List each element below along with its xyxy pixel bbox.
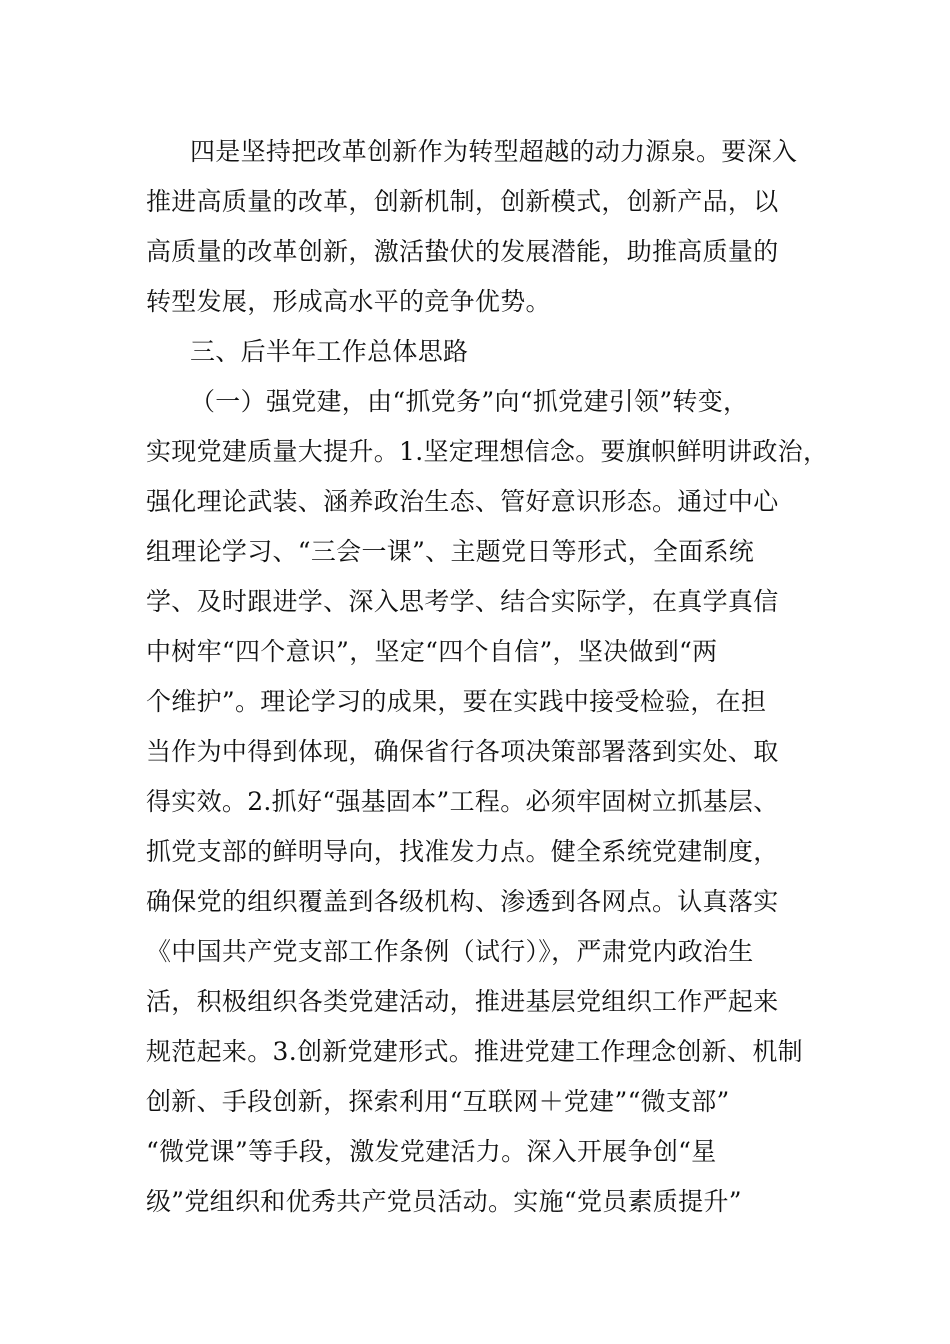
paragraph-line: 实现党建质量大提升。1.坚定理想信念。要旗帜鲜明讲政治，: [146, 437, 829, 466]
paragraph-line: 推进高质量的改革，创新机制，创新模式，创新产品，以: [146, 187, 779, 216]
paragraph-line: 转型发展，形成高水平的竞争优势。: [146, 287, 551, 316]
paragraph-line: 个维护”。理论学习的成果，要在实践中接受检验，在担: [146, 687, 767, 716]
paragraph-line: 四是坚持把改革创新作为转型超越的动力源泉。要深入: [190, 137, 798, 166]
paragraph-line: 级”党组织和优秀共产党员活动。实施“党员素质提升”: [146, 1187, 742, 1216]
paragraph-line: 活，积极组织各类党建活动，推进基层党组织工作严起来: [146, 987, 779, 1016]
paragraph-line: 创新、手段创新，探索利用“互联网＋党建”“微支部”: [146, 1087, 730, 1116]
paragraph-line: 确保党的组织覆盖到各级机构、渗透到各网点。认真落实: [146, 887, 779, 916]
paragraph-line: 中树牢“四个意识”，坚定“四个自信”，坚决做到“两: [146, 637, 718, 666]
paragraph-line: “微党课”等手段，激发党建活力。深入开展争创“星: [146, 1137, 717, 1166]
paragraph-line: 抓党支部的鲜明导向，找准发力点。健全系统党建制度，: [146, 837, 779, 866]
paragraph-line: （一）强党建，由“抓党务”向“抓党建引领”转变，: [190, 387, 749, 416]
paragraph-line: 学、及时跟进学、深入思考学、结合实际学，在真学真信: [146, 587, 779, 616]
paragraph-line: 组理论学习、“三会一课”、主题党日等形式，全面系统: [146, 537, 755, 566]
paragraph-line: 《中国共产党支部工作条例（试行）》，严肃党内政治生: [146, 937, 754, 966]
paragraph-line: 高质量的改革创新，激活蛰伏的发展潜能，助推高质量的: [146, 237, 779, 266]
paragraph-line: 得实效。2.抓好“强基固本”工程。必须牢固树立抓基层、: [146, 787, 779, 816]
paragraph-line: 强化理论武装、涵养政治生态、管好意识形态。通过中心: [146, 487, 779, 516]
section-heading: 三、后半年工作总体思路: [190, 337, 469, 366]
paragraph-line: 规范起来。3.创新党建形式。推进党建工作理念创新、机制: [146, 1037, 803, 1066]
paragraph-line: 当作为中得到体现，确保省行各项决策部署落到实处、取: [146, 737, 779, 766]
